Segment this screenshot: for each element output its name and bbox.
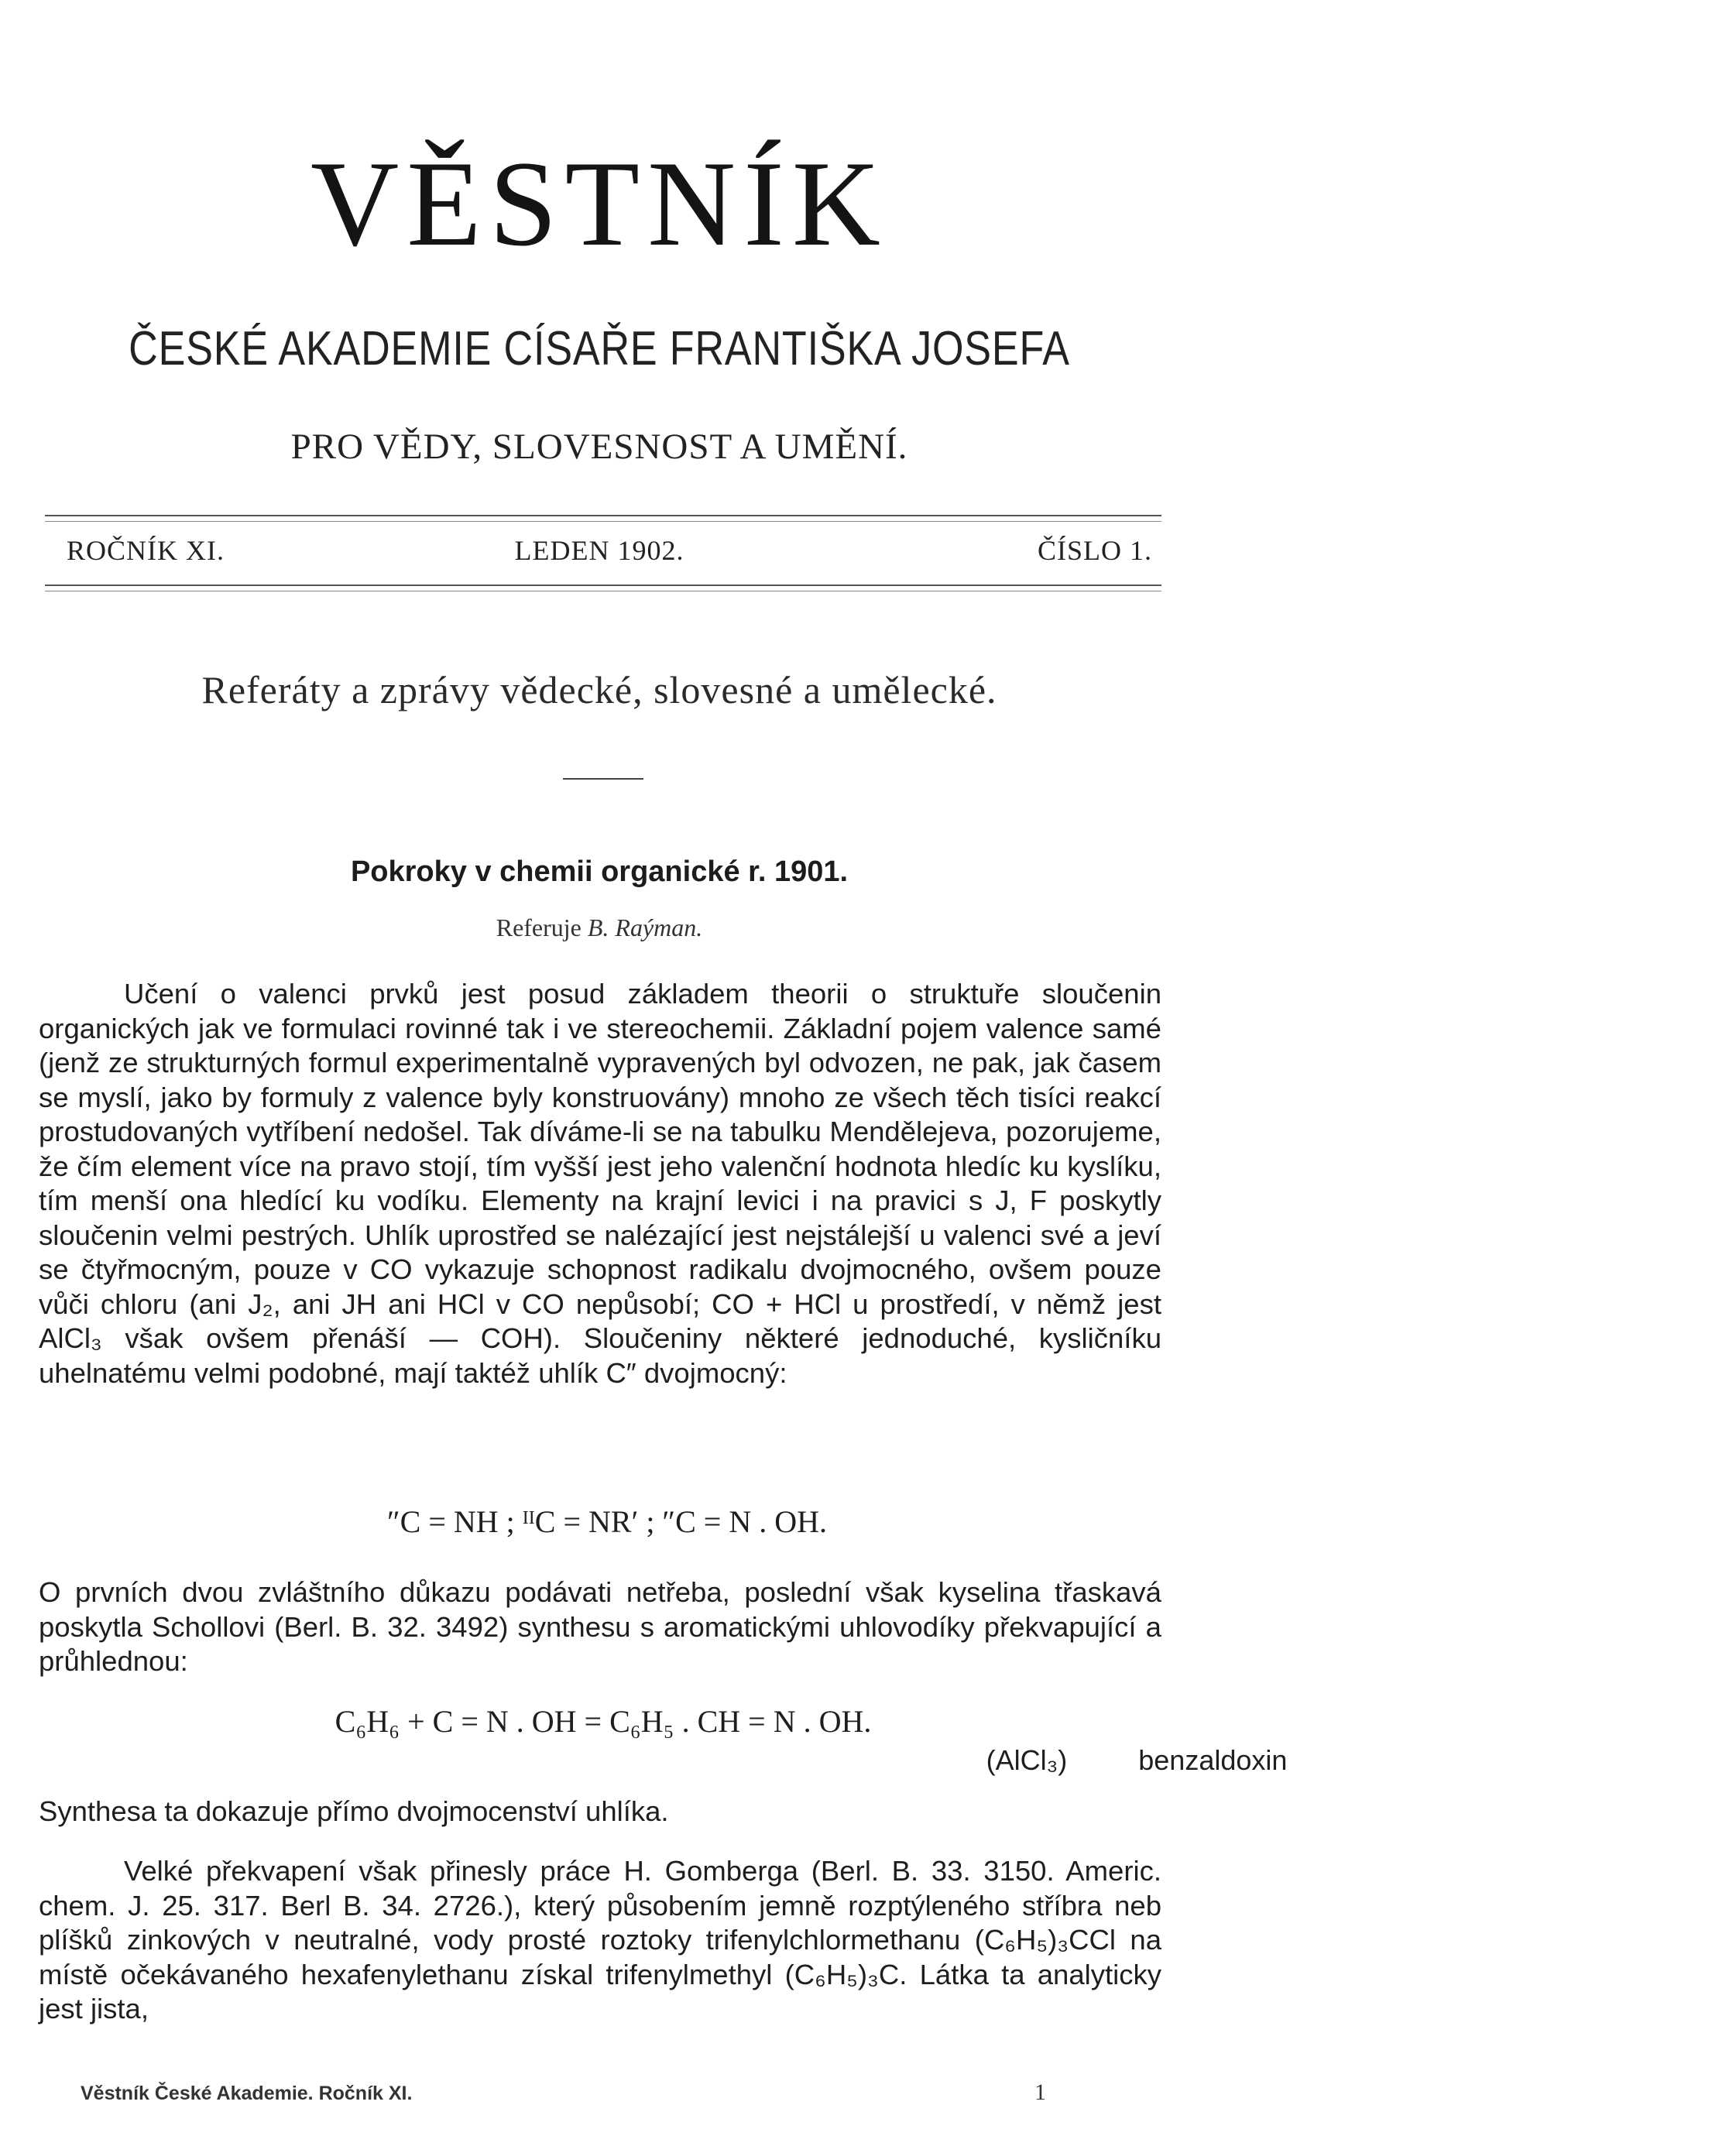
- page-number: 1: [1034, 2079, 1046, 2105]
- journal-title: VĚSTNÍK: [310, 136, 888, 272]
- academy-purpose: PRO VĚDY, SLOVESNOST A UMĚNÍ.: [290, 427, 908, 467]
- academy-name: ČESKÉ AKADEMIE CÍSAŘE FRANTIŠKA JOSEFA: [129, 322, 1070, 375]
- formula-annotations: [537, 1744, 1736, 1777]
- paragraph-scholl: O prvních dvou zvláštního důkazu podávati netřeba, poslední však kyselina třaskavá poskytla Schollovi (Berl. B. 32. 3492) synthesu s aromatickými uhlovodíky překvapující a průhlednou:: [39, 1576, 1161, 1677]
- formula-catalyst: (AlCl₃): [986, 1744, 1068, 1776]
- section-divider: [563, 778, 643, 780]
- paragraph-gomberg: Velké překvapení však přinesly práce H. Gomberga (Berl. B. 33. 3150. Americ. chem. J. 25. 317. Berl B. 34. 2726.), který působením jemně rozptýleného stříbra neb plíšků zinkových v neutralné, vody prosté roztoky trifenylchlormethanu (C₆H₅)₃CCl na místě očekávaného hexafenylethanu získal trifenylmethyl (C₆H₅)₃C. Látka ta analyticky jest jista,: [39, 1855, 1161, 2024]
- issue-date: LEDEN 1902.: [514, 535, 684, 566]
- formula-product: benzaldoxin: [1138, 1744, 1288, 1776]
- formula-divalent-carbon: ″C = NH ; ᴵᴵC = NR′ ; ″C = N . OH.: [387, 1504, 827, 1539]
- byline-author: B. Raýman.: [587, 914, 703, 941]
- article-title: Pokroky v chemii organické r. 1901.: [350, 855, 849, 888]
- formula-benzaldoxin: C₆H₆ + C = N . OH = C₆H₅ . CH = N . OH.: [335, 1704, 872, 1739]
- byline-prefix: Referuje: [496, 914, 582, 941]
- volume-label: ROČNÍK XI.: [67, 535, 225, 566]
- section-title: Referáty a zprávy vědecké, slovesné a umělecké.: [201, 668, 997, 711]
- article-byline: [0, 914, 1199, 942]
- page-footer-journal: Věstník České Akademie. Ročník XI.: [81, 2083, 413, 2104]
- top-rule: [45, 515, 1161, 516]
- bottom-rule: [45, 585, 1161, 586]
- paragraph-valence: Učení o valenci prvků jest posud základem theorii o struktuře sloučenin organických jak ve formulaci rovinné tak i ve stereochemii. Základní pojem valence samé (jenž ze strukturných formul experimentalně vypravených byl odvozen, ne pak, jak časem se myslí, jako by formuly z valence byly konstruovány) mnoho ze všech těch tisíci reakcí prostudovaných vytříbení nedošel. Tak díváme-li se na tabulku Mendělejeva, pozorujeme, že čím element více na pravo stojí, tím vyšší jest jeho valenční hodnota hledíc ku kyslíku, tím menší ona hledící ku vodíku. Elementy na krajní levici i na pravici s J, F poskytly sloučenin velmi pestrých. Uhlík uprostřed se nalézající jest nejstálejší u valenci své a jeví se čtyřmocným, pouze v CO vykazuje schopnost radikalu dvojmocného, ovšem pouze vůči chloru (ani J₂, ani JH ani HCl v CO nepůsobí; CO + HCl u prostředí, v němž jest AlCl₃ však ovšem přenáší — COH). Sloučeniny některé jednoduché, kysličníku uhelnatému velmi podobné, mají taktéž uhlík C″ dvojmocný:: [39, 978, 1161, 1389]
- paragraph-synthesis: Synthesa ta dokazuje přímo dvojmocenství uhlíka.: [39, 1795, 669, 1827]
- issue-number: ČÍSLO 1.: [1037, 535, 1152, 566]
- top-rule-thin: [45, 521, 1161, 522]
